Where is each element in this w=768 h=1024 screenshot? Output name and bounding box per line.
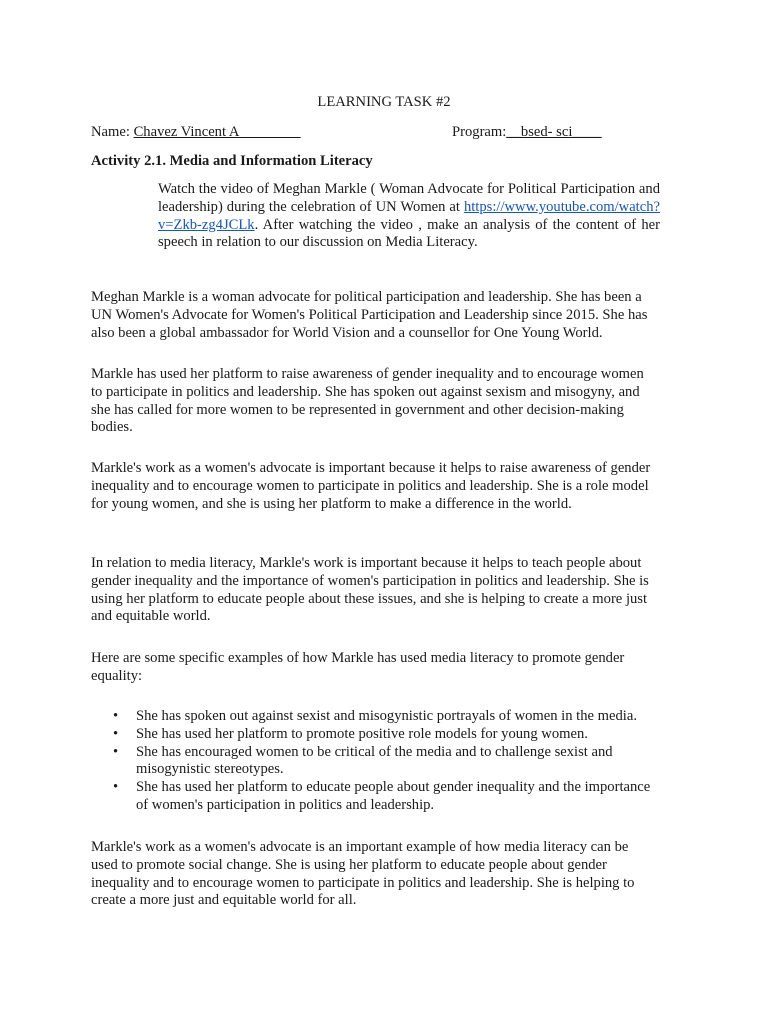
page-title: LEARNING TASK #2 bbox=[317, 94, 451, 110]
list-item bbox=[91, 726, 656, 744]
paragraph-conclusion: Markle's work as a women's advocate is an important example of how media literacy can be used to promote social change. She is using her platform to educate people about gender inequality and to encourage women to participate in politics and leadership. She is helping to create a more just and equitable world for all. bbox=[91, 839, 635, 909]
youtube-link[interactable]: https://www.youtube.com/watch?v=Zkb-zg4JCLk bbox=[158, 198, 660, 233]
paragraph-importance: Markle's work as a women's advocate is important because it helps to raise awareness of gender inequality and to encourage women to participate in politics and leadership. She is a role model for young women, and she is using her platform to make a difference in the world. bbox=[91, 460, 651, 512]
list-item bbox=[91, 744, 656, 780]
list-item-text: She has used her platform to educate people about gender inequality and the importance of women's participation in politics and leadership. bbox=[136, 779, 651, 813]
list-item-text: She has encouraged women to be critical of the media and to challenge sexist and misogynistic stereotypes. bbox=[136, 743, 613, 778]
bullet-icon: • bbox=[113, 708, 119, 724]
name-value: Chavez Vincent A bbox=[133, 124, 301, 140]
paragraph-intro: Meghan Markle is a woman advocate for political participation and leadership. She has been a UN Women's Advocate for Women's Political Participation and Leadership since 2015. She has also been a global ambassador for World Vision and a counsellor for One Young World. bbox=[91, 289, 648, 341]
program-label: Program: bbox=[452, 124, 507, 140]
name-field bbox=[91, 123, 301, 141]
bullet-icon: • bbox=[113, 725, 119, 742]
name-label: Name: bbox=[91, 124, 134, 140]
paragraph-media-literacy: In relation to media literacy, Markle's work is important because it helps to teach people about gender inequality and the importance of women's participation in politics and leadership. She is using her platform to educate people about these issues, and she is helping to create a more just and equitable world. bbox=[91, 555, 649, 625]
instructions-paragraph bbox=[158, 181, 660, 252]
activity-heading: Activity 2.1. Media and Information Literacy bbox=[91, 153, 373, 169]
list-item-text: She has used her platform to promote positive role models for young women. bbox=[136, 725, 588, 742]
list-item bbox=[91, 779, 656, 815]
program-field bbox=[452, 123, 602, 141]
paragraph-examples-intro: Here are some specific examples of how Markle has used media literacy to promote gender equality: bbox=[91, 650, 625, 684]
program-value: __bsed- sci____ bbox=[506, 124, 602, 140]
list-item bbox=[91, 708, 656, 726]
instructions-text-after: . After watching the video , make an analysis of the content of her speech in relation to our discussion on Media Literacy. bbox=[158, 216, 660, 251]
paragraph-platform: Markle has used her platform to raise awareness of gender inequality and to encourage women to participate in politics and leadership. She has spoken out against sexism and misogyny, and she has called for more women to be represented in government and other decision-making bodies. bbox=[91, 366, 644, 436]
examples-list bbox=[91, 708, 671, 815]
instructions-text-before: Watch the video of Meghan Markle ( Woman Advocate for Political Participation and leadership) during the celebration of UN Women at bbox=[158, 181, 660, 215]
list-item-text: She has spoken out against sexist and misogynistic portrayals of women in the media. bbox=[136, 708, 637, 724]
bullet-icon: • bbox=[113, 743, 119, 760]
bullet-icon: • bbox=[113, 779, 119, 796]
